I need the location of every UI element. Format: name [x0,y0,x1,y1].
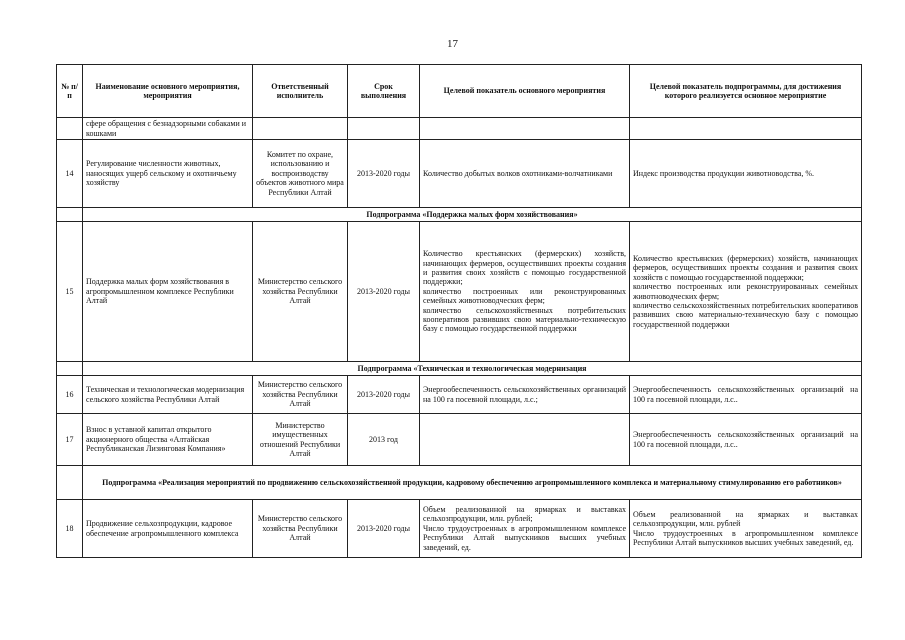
sub-target-line: количество построенных или реконструированных семейных животноводческих ферм; [633,282,858,301]
header-term: Срок выполнения [348,65,420,118]
cell-num [57,466,83,500]
table-row-17 [57,414,862,466]
target-line: Объем реализованной на ярмарках и выставках сельхозпродукции, млн. рублей; [423,504,626,524]
cell-num [57,118,83,140]
table-header-row [57,65,862,118]
header-subprogram-indicator: Целевой показатель подпрограммы, для достижения которого реализуется основное мероприятие [630,65,862,118]
cell-num: 14 [57,140,83,208]
header-number: № п/п [57,65,83,118]
subprogram-heading-row [57,208,862,222]
cell-activity-name: сфере обращения с безнадзорными собаками и кошками [83,118,253,140]
sub-target-line: Число трудоустроенных в агропромышленном комплексе Республики Алтай выпускников высших учебных заведений, ед. [633,528,858,547]
cell-num: 18 [57,500,83,558]
subprogram-heading-row [57,466,862,500]
cell-target: Энергообеспеченность сельскохозяйственных организаций на 100 га посевной площади, л.с.; [420,376,630,414]
cell-executor [253,118,348,140]
cell-activity-name: Продвижение сельхозпродукции, кадровое обеспечение агропромышленного комплекса [83,500,253,558]
header-executor: Ответственный исполнитель [253,65,348,118]
page-number: 17 [447,38,458,50]
cell-activity-name: Взнос в уставной капитал открытого акционерного общества «Алтайская Республиканская Лизинговая Компания» [83,414,253,466]
cell-term: 2013-2020 годы [348,140,420,208]
cell-executor: Министерство сельского хозяйства Республики Алтай [253,222,348,362]
cell-target [420,222,630,362]
cell-term: 2013-2020 годы [348,376,420,414]
table-row-16 [57,376,862,414]
cell-target [420,118,630,140]
cell-term: 2013-2020 годы [348,500,420,558]
cell-activity-name: Регулирование численности животных, наносящих ущерб сельскому и охотничьему хозяйству [83,140,253,208]
header-activity-name: Наименование основного мероприятия, мероприятия [83,65,253,118]
sub-target-line: количество сельскохозяйственных потребительских кооперативов развивших свою материально-техническую базу с помощью государственной поддержки [633,300,858,329]
cell-term: 2013-2020 годы [348,222,420,362]
cell-num: 15 [57,222,83,362]
cell-sub-target: Индекс производства продукции животноводства, %. [630,140,862,208]
activities-table [56,64,862,558]
table-row-continuation [57,118,862,140]
table-row-15 [57,222,862,362]
cell-num [57,362,83,376]
cell-sub-target [630,118,862,140]
target-line: Количество крестьянских (фермерских) хозяйств, начинающих фермеров, осуществивших проекты создания и развития своих хозяйств с помощью государственной поддержки; [423,249,626,287]
cell-sub-target: Энергообеспеченность сельскохозяйственных организаций на 100 га посевной площади, л.с.. [630,414,862,466]
cell-executor: Комитет по охране, использованию и воспроизводству объектов животного мира Республики Алтай [253,140,348,208]
table-row-18 [57,500,862,558]
cell-num: 16 [57,376,83,414]
target-line: количество сельскохозяйственных потребительских кооперативов развивших свою материально-техническую базу с помощью государственной поддержки [423,305,626,334]
header-target-indicator: Целевой показатель основного мероприятия [420,65,630,118]
cell-target: Количество добытых волков охотниками-волчатниками [420,140,630,208]
subprogram-heading-row [57,362,862,376]
cell-term: 2013 год [348,414,420,466]
subprogram-title: Подпрограмма «Поддержка малых форм хозяйствования» [83,208,862,222]
cell-activity-name: Поддержка малых форм хозяйствования в агропромышленном комплексе Республики Алтай [83,222,253,362]
sub-target-line: Количество крестьянских (фермерских) хозяйств, начинающих фермеров, осуществивших проекты создания и развития своих хозяйств с помощью государственной поддержки; [633,253,858,282]
cell-num [57,208,83,222]
subprogram-title: Подпрограмма «Техническая и технологическая модернизация [83,362,862,376]
target-line: Число трудоустроенных в агропромышленном комплексе Республики Алтай выпускников высших учебных заведений, ед. [423,523,626,552]
cell-sub-target [630,222,862,362]
subprogram-title: Подпрограмма «Реализация мероприятий по продвижению сельскохозяйственной продукции, кадровому обеспечению агропромышленного комплекса и материальному стимулированию его работников» [83,466,862,500]
cell-executor: Министерство сельского хозяйства Республики Алтай [253,500,348,558]
table-row-14 [57,140,862,208]
cell-activity-name: Техническая и технологическая модернизация сельского хозяйства Республики Алтай [83,376,253,414]
cell-sub-target: Энергообеспеченность сельскохозяйственных организаций на 100 га посевной площади, л.с.. [630,376,862,414]
cell-term [348,118,420,140]
cell-target [420,500,630,558]
cell-sub-target [630,500,862,558]
sub-target-line: Объем реализованной на ярмарках и выставках сельхозпродукции, млн. рублей [633,509,858,529]
target-line: количество построенных или реконструированных семейных животноводческих ферм; [423,286,626,306]
cell-num: 17 [57,414,83,466]
cell-executor: Министерство имущественных отношений Республики Алтай [253,414,348,466]
cell-target [420,414,630,466]
cell-executor: Министерство сельского хозяйства Республики Алтай [253,376,348,414]
